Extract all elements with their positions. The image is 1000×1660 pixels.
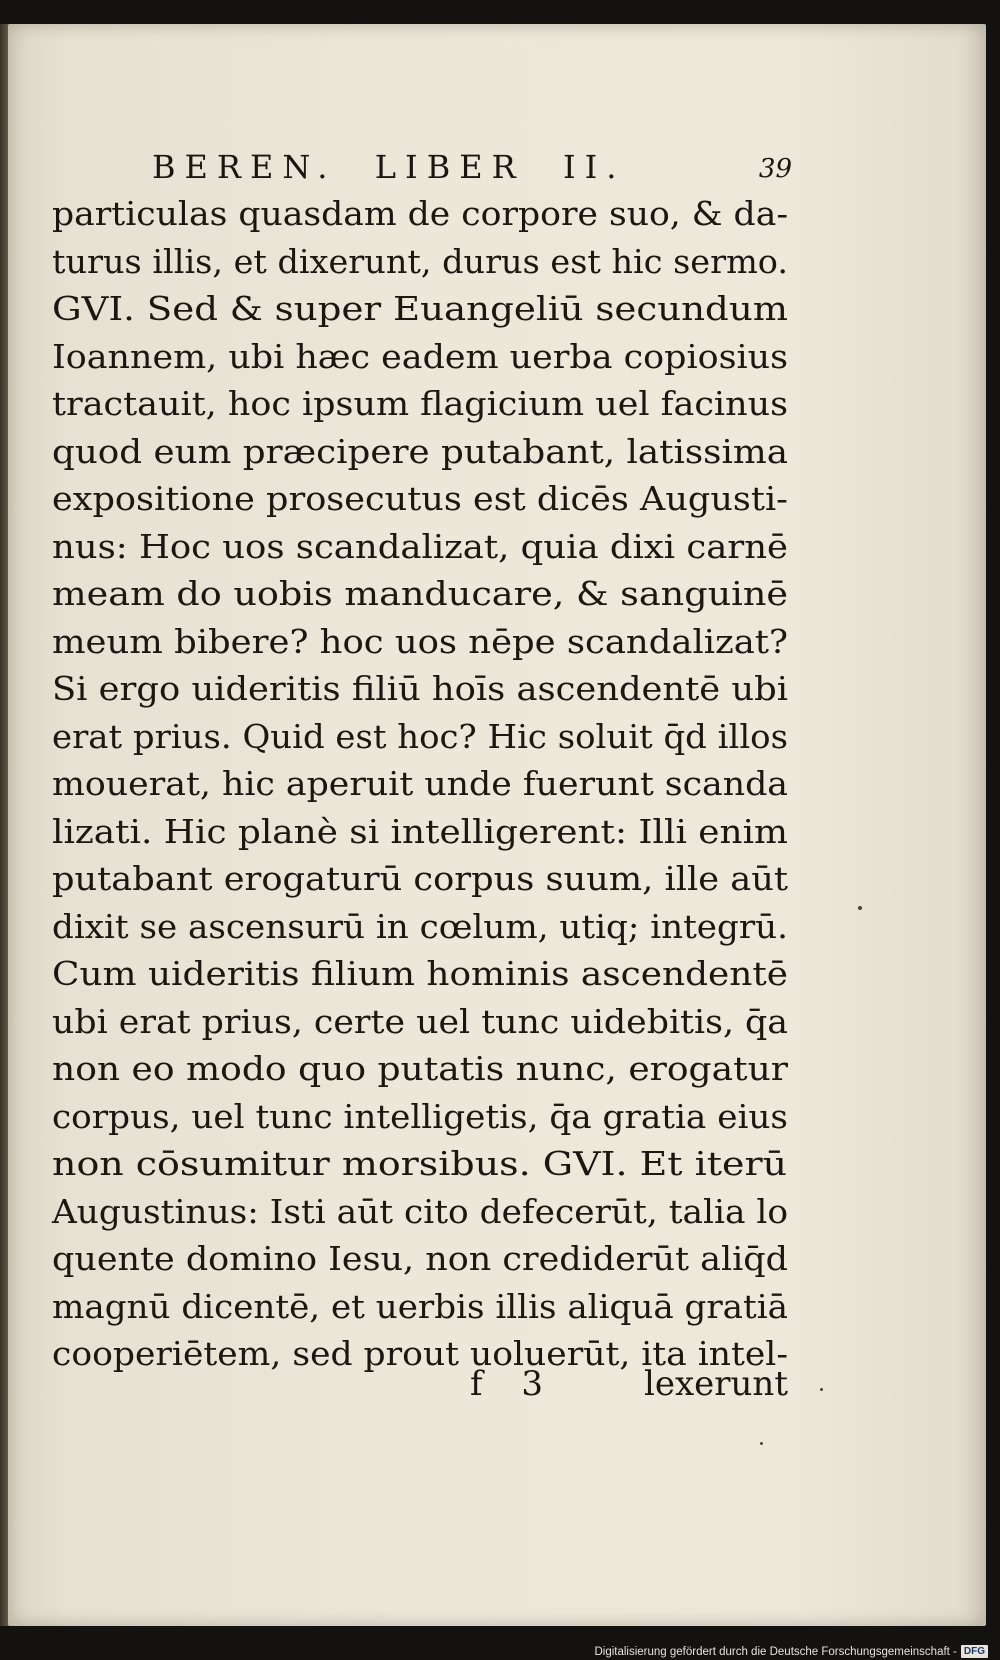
text-line: dixit se ascensurū in cœlum, utiq; integrū. xyxy=(52,906,788,946)
text-line: meam do uobis manducare, & sanguinē xyxy=(52,574,788,613)
text-line: tractauit, hoc ipsum flagicium uel facinus xyxy=(52,384,788,423)
text-line: mouerat, hic aperuit unde fuerunt scanda xyxy=(52,764,789,803)
running-head-title: BEREN. LIBER II. xyxy=(152,148,626,186)
text-line: nus: Hoc uos scandalizat, quia dixi carnē xyxy=(52,526,788,566)
dfg-logo-icon: DFG xyxy=(961,1645,988,1658)
text-line: quod eum præcipere putabant, latissima xyxy=(52,431,788,471)
text-line: particulas quasdam de corpore suo, & da- xyxy=(52,194,788,233)
text-line: Si ergo uideritis filiū hoīs ascendentē ubi xyxy=(52,669,788,708)
paper-speck xyxy=(820,1388,823,1391)
text-line: erat prius. Quid est hoc? Hic soluit q̄d illos xyxy=(52,716,788,756)
text-line: Cum uideritis filium hominis ascendentē xyxy=(52,954,788,993)
folio-number: 39 xyxy=(758,154,792,184)
page-footer xyxy=(52,1364,788,1414)
signature-mark: f 3 xyxy=(470,1364,558,1404)
digitization-credit xyxy=(594,1645,988,1658)
credit-text: Digitalisierung gefördert durch die Deutsche Forschungsgemeinschaft - xyxy=(594,1645,957,1658)
text-line: Augustinus: Isti aūt cito defecerūt, talia lo xyxy=(52,1191,788,1231)
body-text xyxy=(52,190,788,1378)
text-line: cooperiētem, sed prout uoluerūt, ita intel- xyxy=(52,1334,788,1373)
text-line: non eo modo quo putatis nunc, erogatur xyxy=(52,1049,788,1088)
paper-speck xyxy=(858,906,862,910)
text-line: putabant erogaturū corpus suum, ille aūt xyxy=(52,859,788,898)
text-line: meum bibere? hoc uos nēpe scandalizat? xyxy=(52,621,788,661)
text-line: Ioannem, ubi hæc eadem uerba copiosius xyxy=(52,336,788,376)
text-line: ubi erat prius, certe uel tunc uidebitis, q̄a xyxy=(52,1001,788,1041)
text-line: GVI. Sed & super Euangeliū secundum xyxy=(52,289,788,328)
text-line: expositione prosecutus est dicēs Augusti- xyxy=(52,479,788,518)
text-line: corpus, uel tunc intelligetis, q̄a gratia eius xyxy=(52,1096,788,1136)
catchword: lexerunt xyxy=(643,1364,788,1404)
text-line: lizati. Hic planè si intelligerent: Illi enim xyxy=(52,811,788,851)
text-line: magnū dicentē, et uerbis illis aliquā gratiā xyxy=(52,1286,788,1326)
text-line: non cōsumitur morsibus. GVI. Et iterū xyxy=(52,1144,788,1183)
running-header xyxy=(152,148,792,194)
text-line: turus illis, et dixerunt, durus est hic sermo. xyxy=(52,241,788,281)
text-line: quente domino Iesu, non crediderūt aliq̄d xyxy=(52,1239,788,1278)
paper-speck xyxy=(760,1442,763,1445)
